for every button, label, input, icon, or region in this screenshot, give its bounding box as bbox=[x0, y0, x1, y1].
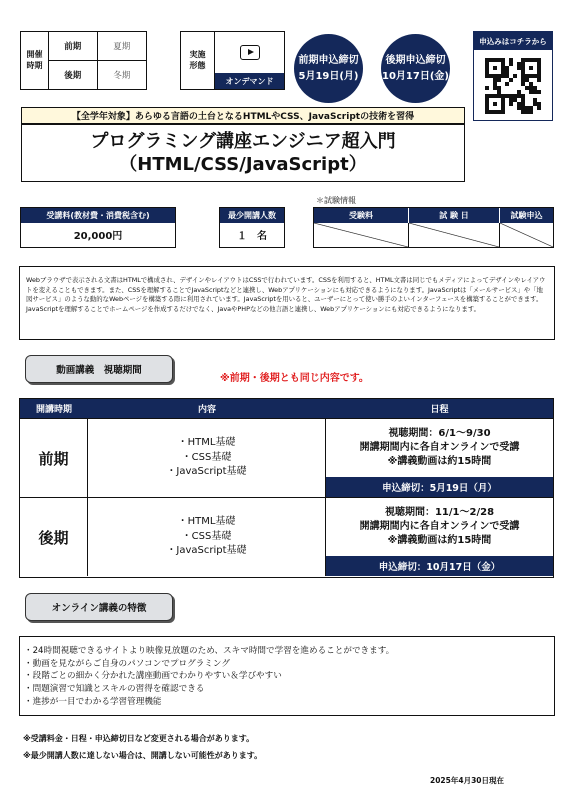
late-deadline-date: 10月17日(金) bbox=[382, 70, 449, 82]
target-banner: 【全学年対象】あらゆる言語の土台となるHTMLやCSS、JavaScriptの技術を習得 bbox=[21, 107, 465, 124]
min-people-value: １ 名 bbox=[237, 231, 267, 242]
schedule-row-first bbox=[20, 418, 553, 497]
content-item: ・CSS基礎 bbox=[181, 451, 232, 463]
play-wrap bbox=[215, 32, 284, 73]
content-item: ・CSS基礎 bbox=[181, 530, 232, 542]
min-people-table bbox=[219, 207, 285, 248]
online-note: 開講期間内に各自オンラインで受講 bbox=[359, 521, 520, 532]
content-item: ・JavaScript基礎 bbox=[166, 545, 247, 557]
late-deadline-circle bbox=[381, 34, 450, 103]
as-of-date: 2025年4月30日現在 bbox=[430, 776, 505, 785]
schedule-header-content: 内容 bbox=[197, 405, 216, 415]
content-item: ・HTML基礎 bbox=[177, 437, 236, 449]
early-deadline-label: 前期申込締切 bbox=[298, 54, 359, 66]
exam-apply-header: 試験申込 bbox=[500, 208, 553, 223]
qr-code-icon[interactable] bbox=[485, 58, 541, 114]
feature-item: ・動画を見ながらご自身のパソコンでプログラミング bbox=[24, 658, 230, 669]
early-deadline-date: 5月19日(月) bbox=[298, 70, 359, 82]
viewing-period: 視聴期間：11/1～2/28 bbox=[384, 507, 495, 518]
delivery-label-text: 実施 形態 bbox=[189, 50, 206, 70]
period-box bbox=[20, 31, 147, 90]
features-list bbox=[19, 636, 555, 716]
feature-item: ・進捗が一目でわかる学習管理機能 bbox=[24, 696, 162, 707]
content-item: ・JavaScript基礎 bbox=[166, 466, 247, 478]
delivery-box bbox=[180, 31, 285, 90]
first-term-label: 前期 bbox=[49, 32, 98, 61]
exam-note: ＊試験情報 bbox=[316, 196, 356, 205]
qr-label: 申込みはコチラから bbox=[474, 32, 552, 50]
features-section-title: オンライン講義の特徴 bbox=[25, 593, 173, 621]
exam-date-header: 試 験 日 bbox=[409, 208, 500, 223]
period-label-text: 開催 時期 bbox=[26, 50, 43, 70]
viewing-period: 視聴期間：6/1～9/30 bbox=[388, 428, 491, 439]
period-grid bbox=[49, 32, 146, 89]
same-content-note: ※前期・後期とも同じ内容です。 bbox=[220, 373, 369, 384]
min-people-label: 最少開講人数 bbox=[220, 208, 284, 223]
ondemand-badge: オンデマンド bbox=[215, 73, 284, 89]
schedule-date bbox=[326, 498, 553, 576]
period-label bbox=[21, 32, 49, 89]
early-deadline-circle bbox=[294, 34, 363, 103]
schedule-date-text bbox=[326, 498, 553, 556]
exam-fee-cell bbox=[314, 223, 409, 247]
content-item: ・HTML基礎 bbox=[177, 516, 236, 528]
apply-deadline: 申込締切：10月17日（金） bbox=[326, 556, 553, 576]
delivery-label bbox=[181, 32, 215, 89]
min-people-note: ※最少開講人数に達しない場合は、開講しない可能性があります。 bbox=[23, 751, 263, 760]
feature-item: ・段階ごとの細かく分かれた講座動画でわかりやすい＆学びやすい bbox=[24, 671, 282, 682]
schedule-term: 後期 bbox=[20, 498, 88, 576]
exam-table bbox=[313, 207, 554, 248]
feature-item: ・問題演習で知識とスキルの習得を確認できる bbox=[24, 684, 205, 695]
fee-table bbox=[20, 207, 176, 248]
schedule-content bbox=[88, 498, 326, 576]
exam-apply-cell bbox=[500, 223, 553, 247]
first-term-value: 夏期 bbox=[98, 32, 147, 61]
schedule-header bbox=[20, 399, 553, 418]
schedule-row-second bbox=[20, 497, 553, 576]
schedule-date-text bbox=[326, 419, 553, 477]
schedule-header-term: 開講時期 bbox=[35, 405, 72, 415]
fee-value: 20,000円 bbox=[73, 231, 123, 242]
schedule-table bbox=[19, 398, 554, 578]
schedule-date bbox=[326, 419, 553, 497]
exam-date-cell bbox=[409, 223, 500, 247]
course-title-line1: プログラミング講座エンジニア超入門 bbox=[90, 130, 396, 152]
feature-item: ・24時間視聴できるサイトより映像見放題のため、スキマ時間で学習を進めることができます。 bbox=[24, 646, 395, 656]
course-description: Webブラウザで表示される文書はHTMLで構成され、デザインやレイアウトはCSSで行われています。CSSを利用すると、HTML文書は同じでもメディアによってデザインやレイアウトを変えることもできます。また、CSSを理解することでJavaScriptなどと連携し、Webアプリケーションにも対応できるようになります。JavaScriptは「メールサービス」や「地図サービス」のような動的なWebページを構築する際に利用されています。JavaScriptを用いると、ユーザーにとって使い勝手のよいインターフェースを構築することができます。JavaScriptを理解することでホームページを作成するだけでなく、JavaやPHPなどの他言語と連携し、Webアプリケーションにも対応できるようになります。 bbox=[19, 266, 555, 340]
video-play-icon bbox=[240, 45, 260, 60]
exam-fee-header: 受験料 bbox=[314, 208, 409, 223]
video-section-title: 動画講義 視聴期間 bbox=[25, 355, 173, 383]
schedule-term: 前期 bbox=[20, 419, 88, 497]
apply-deadline: 申込締切：5月19日（月） bbox=[326, 477, 553, 497]
course-title bbox=[21, 124, 465, 182]
video-hours: ※講義動画は約15時間 bbox=[387, 535, 492, 546]
course-title-line2: （HTML/CSS/JavaScript） bbox=[119, 154, 367, 175]
qr-panel[interactable] bbox=[473, 31, 553, 121]
second-term-value: 冬期 bbox=[113, 70, 131, 81]
late-deadline-label: 後期申込締切 bbox=[385, 54, 446, 66]
change-note: ※受講料金・日程・申込締切日など変更される場合があります。 bbox=[23, 734, 255, 743]
delivery-right bbox=[215, 32, 284, 89]
online-note: 開講期間内に各自オンラインで受講 bbox=[359, 442, 520, 453]
schedule-content bbox=[88, 419, 326, 497]
second-term-label: 後期 bbox=[49, 61, 98, 90]
schedule-header-date: 日程 bbox=[430, 405, 449, 415]
fee-label: 受講料(教材費・消費税含む) bbox=[21, 208, 175, 223]
video-hours: ※講義動画は約15時間 bbox=[387, 456, 492, 467]
